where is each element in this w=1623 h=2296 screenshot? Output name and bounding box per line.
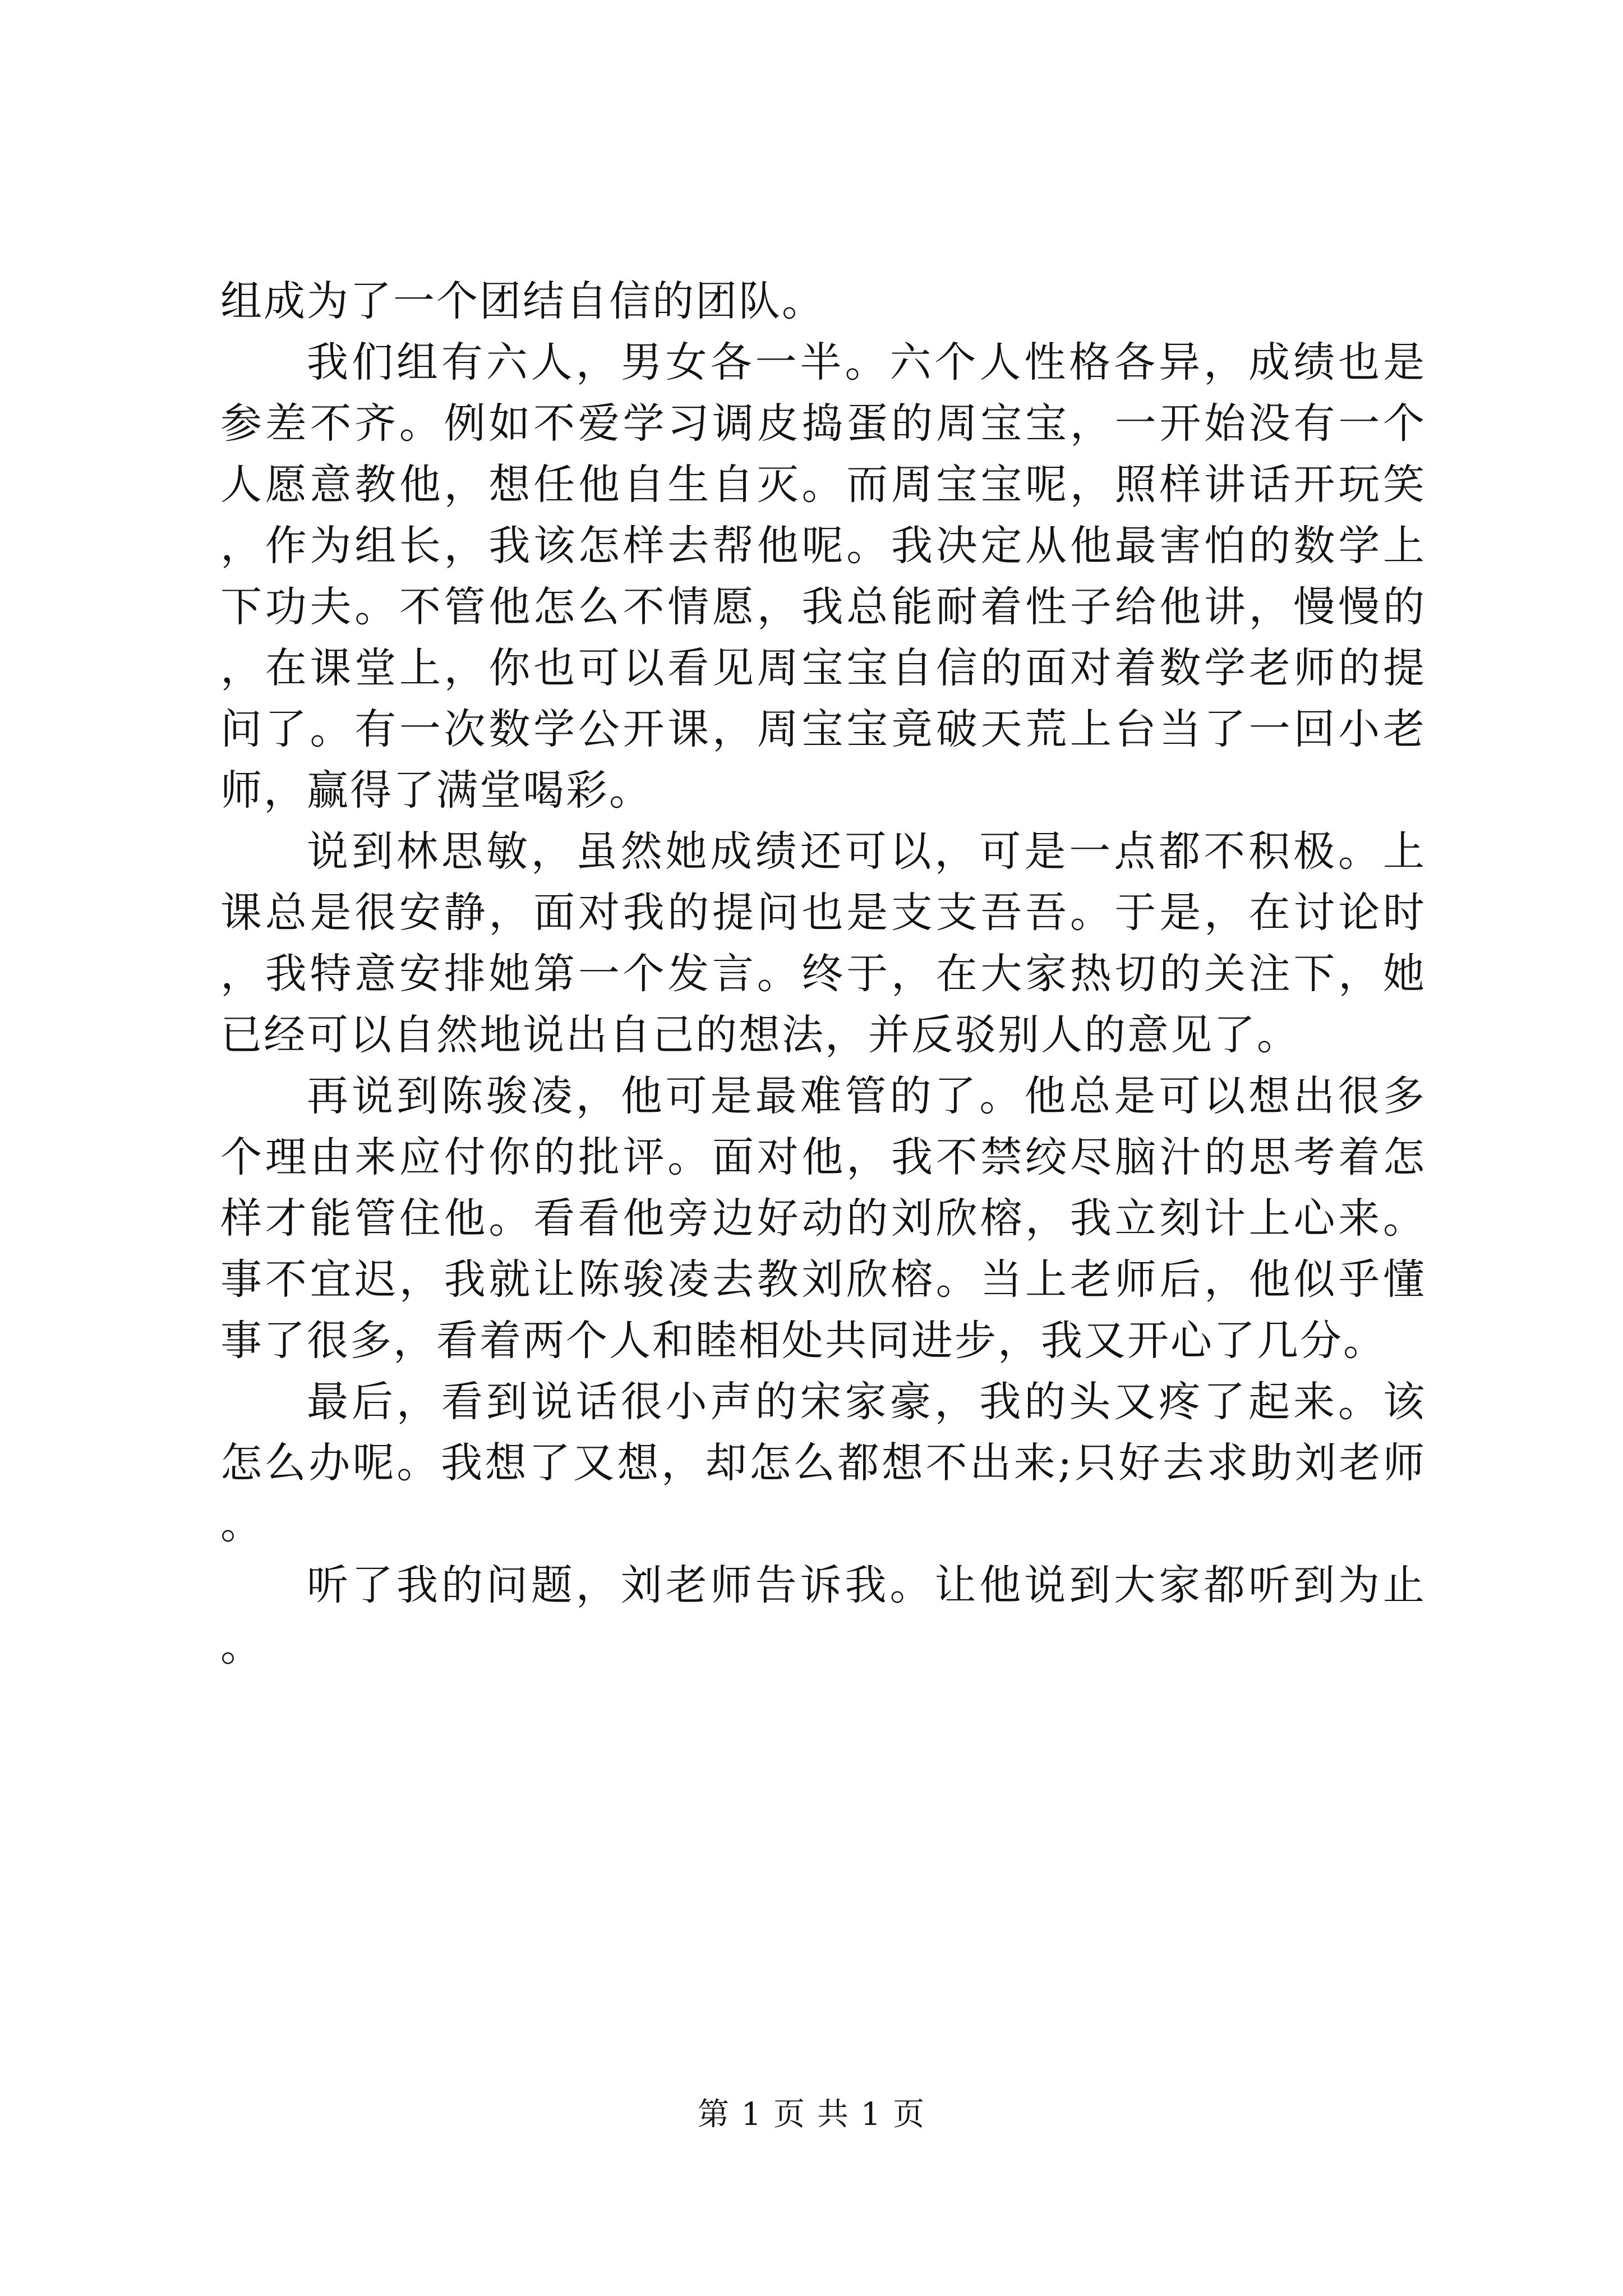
paragraph: 听了我的问题，刘老师告诉我。让他说到大家都听到为止。 bbox=[220, 1561, 1426, 1671]
paragraph: 说到林思敏，虽然她成绩还可以，可是一点都不积极。上课总是很安静，面对我的提问也是支支吾吾。于是，在讨论时，我特意安排她第一个发言。终于，在大家热切的关注下，她已经可以自然地说出自己的想法，并反驳别人的意见了。 bbox=[220, 827, 1426, 1059]
paragraph: 我们组有六人，男女各一半。六个人性格各异，成绩也是参差不齐。例如不爱学习调皮捣蛋的周宝宝，一开始没有一个人愿意教他，想任他自生自灭。而周宝宝呢，照样讲话开玩笑，作为组长，我该怎样去帮他呢。我决定从他最害怕的数学上下功夫。不管他怎么不情愿，我总能耐着性子给他讲，慢慢的，在课堂上，你也可以看见周宝宝自信的面对着数学老师的提问了。有一次数学公开课，周宝宝竟破天荒上台当了一回小老师，赢得了满堂喝彩。 bbox=[220, 338, 1426, 815]
paragraph: 最后，看到说话很小声的宋家豪，我的头又疼了起来。该怎么办呢。我想了又想，却怎么都想不出来;只好去求助刘老师。 bbox=[220, 1378, 1426, 1548]
paragraph: 再说到陈骏凌，他可是最难管的了。他总是可以想出很多个理由来应付你的批评。面对他，我不禁绞尽脑汁的思考着怎样才能管住他。看看他旁边好动的刘欣榕，我立刻计上心来。事不宜迟，我就让陈骏凌去教刘欣榕。当上老师后，他似乎懂事了很多，看着两个人和睦相处共同进步，我又开心了几分。 bbox=[220, 1072, 1426, 1365]
document-body bbox=[220, 271, 1426, 1677]
paragraph: 组成为了一个团结自信的团队。 bbox=[220, 277, 825, 325]
page-number-footer: 第 1 页 共 1 页 bbox=[697, 2096, 926, 2133]
